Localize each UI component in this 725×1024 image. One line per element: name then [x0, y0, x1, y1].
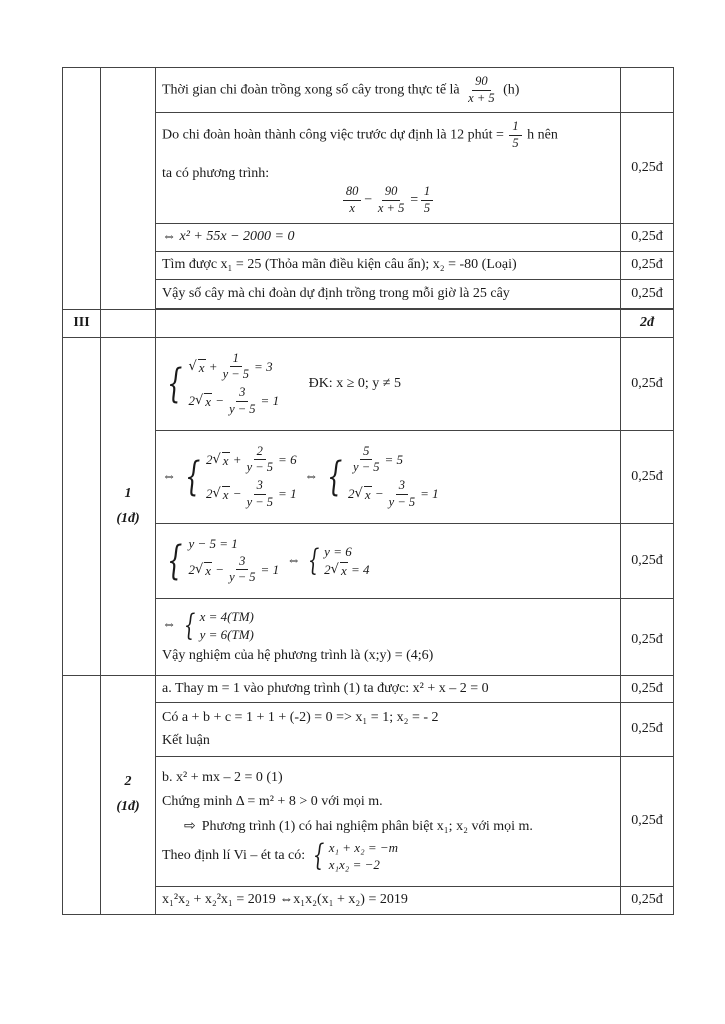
question-number: 2: [124, 774, 132, 790]
fraction: $\frac{90}{x + 5}$: [468, 73, 495, 105]
equation: $\frac{80}{x}$ − $\frac{90}{x + 5}$ = $\frac{1}{5}$: [162, 184, 614, 216]
discriminant-text: Chứng minh Δ = m² + 8 > 0 với mọi m.: [162, 794, 383, 809]
equation-system: { 2 √ x + $\frac{2}{y - 5}$ = 6 2 √ x − $\frac{3}{y - 5}$ = 1: [184, 443, 297, 509]
condition-text: ĐK: x ≥ 0; y ≠ 5: [308, 375, 401, 391]
conclusion-text: Vậy nghiệm của hệ phương trình là (x;y) = (4;6): [162, 648, 434, 664]
empty-cell: [101, 310, 156, 338]
section-score: 2đ: [621, 310, 674, 338]
content-cell: [156, 757, 621, 887]
content-cell: x₁²x₂ + x₂²x₁ = 2019 ⇔x₁x₂(x₁ + x₂) = 2019: [156, 887, 621, 915]
content-cell: [156, 703, 621, 757]
score-cell: 0,25đ: [621, 757, 674, 887]
question-points: (1đ): [116, 799, 140, 814]
empty-cell: [63, 676, 101, 915]
score-cell: 0,25đ: [621, 252, 674, 280]
score-cell: 0,25đ: [621, 703, 674, 757]
equation-system: { y − 5 = 1 2 √ x − $\frac{3}{y - 5}$ = 1: [167, 536, 280, 585]
early-finish-text: Do chi đoàn hoàn thành công việc trước dự định là 12 phút =: [162, 127, 504, 143]
question-label-cell: [101, 676, 156, 915]
score-cell: 0,25đ: [621, 676, 674, 703]
empty-cell: [156, 310, 621, 338]
part-b-equation: b. x² + mx – 2 = 0 (1): [162, 770, 283, 786]
conclusion-text: Kết luận: [162, 732, 210, 748]
content-cell: Tìm được x₁ = 25 (Thỏa mãn điều kiện câu ẩn); x₂ = -80 (Loại): [156, 252, 621, 280]
equation-intro-text: ta có phương trình:: [162, 165, 270, 181]
content-cell: [156, 113, 621, 224]
score-cell: 0,25đ: [621, 113, 674, 224]
score-cell: 0,25đ: [621, 599, 674, 676]
empty-cell: [63, 338, 101, 676]
fraction: $\frac{80}{x}$: [343, 184, 362, 216]
table-row: [63, 338, 674, 431]
question-number: 1: [124, 485, 132, 501]
equation-system: { x = 4(TM) y = 6(TM): [183, 607, 254, 643]
content-cell: ⇔ { x = 4(TM) y = 6(TM) Vậy nghiệm của hệ phương trình là (x;y) = (4;6): [156, 599, 621, 676]
content-cell: [156, 338, 621, 431]
solution-table: [62, 67, 674, 915]
score-cell: 0,25đ: [621, 524, 674, 599]
equation-system: { √ x + $\frac{1}{y - 5}$ = 3 2 √ x − $\frac{3}{y - 5}$ = 1: [167, 350, 280, 416]
equation-system: { $\frac{5}{y - 5}$ = 5 2 √ x − $\frac{3}{y - 5}$ = 1: [326, 443, 439, 509]
content-cell: ⇔ x² + 55x − 2000 = 0: [156, 224, 621, 252]
score-cell: 0,25đ: [621, 431, 674, 524]
question-label-cell: [101, 338, 156, 676]
fraction: $\frac{90}{x + 5}$: [377, 184, 405, 216]
vieta-sum: x₁ + x₂ = −m: [328, 839, 399, 855]
question-points: (1đ): [116, 510, 140, 526]
content-cell: ⇔ { 2 √ x + $\frac{2}{y - 5}$ = 6 2 √ x − $\frac{3}{y - 5}$ = 1 ⇔ { $\frac{5}{y - 5}$ = 5 2 √ x − $\frac{3}{y - 5}$ = 1: [156, 431, 621, 524]
time-actual-text: Thời gian chi đoàn trồng xong số cây trong thực tế là: [162, 82, 460, 98]
arrow-right-icon: ⇨: [184, 817, 196, 834]
vieta-product: x₁x₂ = −2: [328, 857, 380, 873]
roots-text: Có a + b + c = 1 + 1 + (-2) = 0 => x₁ = 1; x₂ = - 2: [162, 709, 439, 725]
equation-system: { x₁ + x₂ = −m x₁x₂ = −2: [312, 838, 399, 874]
fraction: $\frac{1}{5}$: [421, 184, 433, 216]
equation-system: { y = 6 2 √ x = 4: [307, 543, 370, 578]
unit-text: (h): [503, 82, 520, 98]
section-header-row: [63, 310, 674, 338]
score-cell: 0,25đ: [621, 338, 674, 431]
question-cell: [101, 68, 156, 310]
two-roots-text: Phương trình (1) có hai nghiệm phân biệt x₁; x₂ với mọi m.: [201, 818, 533, 834]
section-label: III: [63, 310, 101, 338]
table-row: [63, 68, 674, 113]
content-cell: { y − 5 = 1 2 √ x − $\frac{3}{y - 5}$ = 1 ⇔ { y = 6 2 √ x = 4: [156, 524, 621, 599]
section-cell: [63, 68, 101, 310]
score-cell: 0,25đ: [621, 280, 674, 309]
score-cell: 0,25đ: [621, 224, 674, 252]
content-cell: a. Thay m = 1 vào phương trình (1) ta được: x² + x – 2 = 0: [156, 676, 621, 703]
score-cell: [621, 68, 674, 113]
fraction: $\frac{1}{5}$: [509, 119, 521, 151]
score-cell: 0,25đ: [621, 887, 674, 915]
content-cell: [156, 68, 621, 113]
vieta-text: Theo định lí Vi – ét ta có:: [162, 847, 306, 863]
hours-text: h nên: [527, 127, 558, 143]
content-cell: Vậy số cây mà chi đoàn dự định trồng trong mỗi giờ là 25 cây: [156, 280, 621, 309]
table-row: [63, 676, 674, 703]
